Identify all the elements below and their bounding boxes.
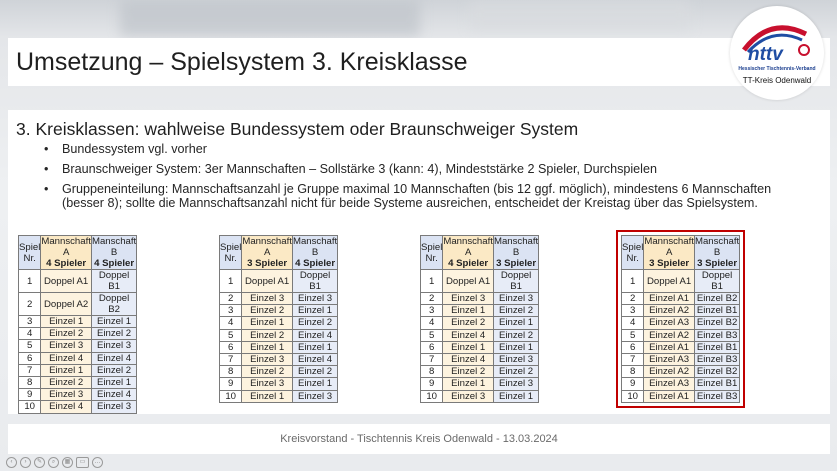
bullet-list <box>44 142 804 216</box>
game-number-cell: 6 <box>421 341 443 353</box>
team-a-cell: Einzel 1 <box>443 305 494 317</box>
team-b-cell: Einzel B1 <box>694 341 739 353</box>
game-number-cell: 2 <box>622 293 644 305</box>
team-a-cell: Einzel 2 <box>242 329 293 341</box>
header-team-b-players: 4 Spieler <box>94 258 135 269</box>
header-team-a-label: Mannschaft A <box>644 236 694 258</box>
team-a-cell: Einzel A2 <box>644 366 695 378</box>
table-header-row <box>622 236 740 270</box>
team-a-cell: Einzel A3 <box>644 353 695 365</box>
header-team-b <box>91 236 136 270</box>
header-team-a-players: 3 Spieler <box>649 258 690 269</box>
header-team-a-label: Mannschaft A <box>242 236 292 258</box>
team-a-cell: Einzel 2 <box>41 328 92 340</box>
more-icon[interactable]: … <box>92 457 103 468</box>
table-row <box>220 329 338 341</box>
team-b-cell: Einzel 2 <box>91 364 136 376</box>
team-a-cell: Doppel A1 <box>644 270 695 293</box>
header-team-b-players: 4 Spieler <box>295 258 336 269</box>
team-a-cell: Einzel 4 <box>443 353 494 365</box>
team-b-cell: Einzel 1 <box>493 390 538 402</box>
game-number-cell: 4 <box>622 317 644 329</box>
team-a-cell: Doppel A1 <box>242 270 293 293</box>
header-team-b-label: Manschaft B <box>292 236 338 258</box>
team-a-cell: Einzel 1 <box>41 316 92 328</box>
team-a-cell: Einzel 1 <box>443 341 494 353</box>
game-number-cell: 10 <box>19 401 41 413</box>
team-b-cell: Einzel 1 <box>292 305 337 317</box>
team-b-cell: Einzel 2 <box>292 366 337 378</box>
table-braunschweig-4v3 <box>420 235 539 403</box>
game-number-cell: 7 <box>19 364 41 376</box>
game-number-cell: 6 <box>622 341 644 353</box>
table-row <box>220 378 338 390</box>
header-team-a <box>644 236 695 270</box>
game-number-cell: 7 <box>421 353 443 365</box>
team-b-cell: Einzel 4 <box>91 389 136 401</box>
game-number-cell: 8 <box>19 376 41 388</box>
team-b-cell: Einzel 3 <box>493 353 538 365</box>
table-row <box>622 270 740 293</box>
table-row <box>622 293 740 305</box>
team-b-cell: Doppel B1 <box>292 270 337 293</box>
table-row <box>421 293 539 305</box>
header-team-a-players: 4 Spieler <box>46 258 87 269</box>
team-b-cell: Doppel B1 <box>493 270 538 293</box>
bullet-item: • Gruppeneinteilung: Mannschaftsanzahl je Gruppe maximal 10 Mannschaften (bis 12 ggf. möglich), mindestens 6 Mannschaften (besser 8); sollte die Mannschaftsanzahl nicht für beide Systeme ausreichen, entscheidet der Kreistag über das Spielsystem. <box>44 182 804 210</box>
lineup-table <box>219 235 338 403</box>
table-row <box>220 341 338 353</box>
hessen-tt-logo-icon <box>740 20 814 64</box>
table-row <box>622 329 740 341</box>
team-a-cell: Einzel 3 <box>443 390 494 402</box>
table-row <box>19 340 137 352</box>
header-game-number-label: Spiel Nr. <box>220 241 242 264</box>
game-number-cell: 5 <box>220 329 242 341</box>
header-team-b <box>493 236 538 270</box>
team-a-cell: Einzel 4 <box>41 352 92 364</box>
team-b-cell: Einzel 1 <box>91 316 136 328</box>
team-b-cell: Einzel 2 <box>493 305 538 317</box>
table-row <box>421 378 539 390</box>
team-a-cell: Einzel A3 <box>644 378 695 390</box>
header-game-number <box>421 236 443 270</box>
team-a-cell: Einzel A1 <box>644 390 695 402</box>
game-number-cell: 5 <box>622 329 644 341</box>
game-number-cell: 5 <box>19 340 41 352</box>
game-number-cell: 2 <box>421 293 443 305</box>
game-number-cell: 1 <box>421 270 443 293</box>
team-a-cell: Einzel 1 <box>242 317 293 329</box>
team-b-cell: Einzel 2 <box>91 328 136 340</box>
team-b-cell: Einzel 1 <box>493 341 538 353</box>
table-row <box>622 341 740 353</box>
table-row <box>19 364 137 376</box>
header-game-number <box>622 236 644 270</box>
team-a-cell: Einzel 3 <box>41 389 92 401</box>
subtitle-icon[interactable]: ▭ <box>76 457 89 468</box>
game-number-cell: 10 <box>622 390 644 402</box>
team-b-cell: Einzel 1 <box>91 376 136 388</box>
table-row <box>19 316 137 328</box>
header-team-b-label: Manschaft B <box>694 236 740 258</box>
team-b-cell: Einzel B3 <box>694 353 739 365</box>
table-header-row <box>220 236 338 270</box>
table-row <box>220 366 338 378</box>
team-a-cell: Einzel 4 <box>41 401 92 413</box>
table-row <box>622 353 740 365</box>
game-number-cell: 2 <box>220 293 242 305</box>
team-a-cell: Einzel 1 <box>242 341 293 353</box>
team-b-cell: Einzel 3 <box>493 378 538 390</box>
bullet-item: • Braunschweiger System: 3er Mannschaften – Sollstärke 3 (kann: 4), Mindeststärke 2 Spieler, Durchspielen <box>44 162 804 176</box>
svg-text:nttv: nttv <box>748 44 783 64</box>
team-a-cell: Einzel 1 <box>242 390 293 402</box>
team-b-cell: Einzel B3 <box>694 329 739 341</box>
table-row <box>220 305 338 317</box>
header-team-b-label: Manschaft B <box>493 236 539 258</box>
team-b-cell: Einzel 3 <box>493 293 538 305</box>
table-row <box>220 270 338 293</box>
team-b-cell: Einzel 2 <box>493 366 538 378</box>
table-row <box>622 305 740 317</box>
table-row <box>19 376 137 388</box>
table-braunschweig-3v3-highlighted <box>621 235 740 403</box>
table-header-row <box>19 236 137 270</box>
team-a-cell: Einzel 2 <box>443 366 494 378</box>
footer-text: Kreisvorstand - Tischtennis Kreis Odenwald - 13.03.2024 <box>280 433 558 445</box>
table-bundessystem-4v4 <box>18 235 137 414</box>
table-row <box>220 317 338 329</box>
table-header-row <box>421 236 539 270</box>
team-a-cell: Doppel A1 <box>443 270 494 293</box>
pen-icon[interactable]: ✎ <box>34 457 45 468</box>
table-row <box>19 328 137 340</box>
game-number-cell: 1 <box>220 270 242 293</box>
header-team-b <box>694 236 739 270</box>
team-a-cell: Einzel 1 <box>443 378 494 390</box>
header-team-a-players: 3 Spieler <box>247 258 288 269</box>
game-number-cell: 9 <box>19 389 41 401</box>
table-row <box>220 390 338 402</box>
slide-title: Umsetzung – Spielsystem 3. Kreisklasse <box>16 48 468 76</box>
team-b-cell: Einzel 3 <box>91 401 136 413</box>
next-icon[interactable]: › <box>20 457 31 468</box>
team-b-cell: Einzel 4 <box>91 352 136 364</box>
team-a-cell: Doppel A2 <box>41 293 92 316</box>
header-team-a-label: Mannschaft A <box>41 236 91 258</box>
team-a-cell: Einzel 4 <box>443 329 494 341</box>
background-blur <box>470 0 690 30</box>
game-number-cell: 5 <box>421 329 443 341</box>
table-row <box>19 401 137 413</box>
header-game-number-label: Spiel Nr. <box>622 241 644 264</box>
table-row <box>421 317 539 329</box>
team-b-cell: Einzel 1 <box>292 378 337 390</box>
lineup-table <box>420 235 539 403</box>
team-a-cell: Einzel 2 <box>443 317 494 329</box>
table-row <box>622 378 740 390</box>
team-b-cell: Einzel 3 <box>292 390 337 402</box>
game-number-cell: 7 <box>622 353 644 365</box>
team-a-cell: Einzel A2 <box>644 305 695 317</box>
team-a-cell: Einzel 2 <box>242 305 293 317</box>
table-row <box>421 353 539 365</box>
section-heading: 3. Kreisklassen: wahlweise Bundessystem oder Braunschweiger System <box>16 119 579 139</box>
header-game-number <box>220 236 242 270</box>
game-number-cell: 4 <box>421 317 443 329</box>
game-number-cell: 9 <box>220 378 242 390</box>
lineup-table <box>18 235 137 414</box>
team-b-cell: Einzel B1 <box>694 378 739 390</box>
game-number-cell: 10 <box>421 390 443 402</box>
team-a-cell: Einzel 1 <box>41 364 92 376</box>
background-blur <box>120 0 420 36</box>
game-number-cell: 1 <box>622 270 644 293</box>
team-b-cell: Einzel 2 <box>493 329 538 341</box>
team-b-cell: Einzel 2 <box>292 317 337 329</box>
game-number-cell: 8 <box>622 366 644 378</box>
game-number-cell: 3 <box>220 305 242 317</box>
table-row <box>622 317 740 329</box>
table-row <box>421 329 539 341</box>
team-b-cell: Doppel B2 <box>91 293 136 316</box>
table-row <box>421 270 539 293</box>
team-a-cell: Einzel A1 <box>644 341 695 353</box>
game-number-cell: 8 <box>220 366 242 378</box>
game-number-cell: 2 <box>19 293 41 316</box>
game-number-cell: 8 <box>421 366 443 378</box>
lineup-table <box>621 235 740 403</box>
header-team-a <box>242 236 293 270</box>
game-number-cell: 9 <box>622 378 644 390</box>
game-number-cell: 4 <box>220 317 242 329</box>
team-b-cell: Doppel B1 <box>694 270 739 293</box>
game-number-cell: 3 <box>19 316 41 328</box>
header-team-a-players: 4 Spieler <box>448 258 489 269</box>
team-b-cell: Einzel 3 <box>292 293 337 305</box>
table-row <box>220 353 338 365</box>
team-b-cell: Einzel 4 <box>292 353 337 365</box>
logo-subtitle: Hessischer Tischtennis-Verband <box>738 66 816 72</box>
table-row <box>622 366 740 378</box>
team-a-cell: Einzel 3 <box>242 353 293 365</box>
zoom-icon[interactable]: ⌕ <box>48 457 59 468</box>
team-b-cell: Einzel 1 <box>292 341 337 353</box>
header-team-b <box>292 236 337 270</box>
table-row <box>421 305 539 317</box>
team-b-cell: Einzel 3 <box>91 340 136 352</box>
table-row <box>622 390 740 402</box>
team-a-cell: Einzel 3 <box>242 293 293 305</box>
game-number-cell: 7 <box>220 353 242 365</box>
team-a-cell: Einzel 2 <box>41 376 92 388</box>
previous-icon[interactable]: ‹ <box>6 457 17 468</box>
team-a-cell: Einzel A1 <box>644 293 695 305</box>
team-b-cell: Einzel B2 <box>694 317 739 329</box>
table-row <box>19 389 137 401</box>
team-a-cell: Einzel A2 <box>644 329 695 341</box>
footer <box>8 424 830 454</box>
team-a-cell: Einzel 3 <box>443 293 494 305</box>
header-team-b-players: 3 Spieler <box>697 258 738 269</box>
team-b-cell: Einzel 1 <box>493 317 538 329</box>
team-b-cell: Einzel B2 <box>694 366 739 378</box>
header-team-a-label: Mannschaft A <box>443 236 493 258</box>
presentation-controls[interactable] <box>6 457 103 469</box>
table-row <box>421 390 539 402</box>
bullet-item: • Bundessystem vgl. vorher <box>44 142 804 156</box>
game-number-cell: 3 <box>622 305 644 317</box>
game-number-cell: 3 <box>421 305 443 317</box>
team-b-cell: Einzel 4 <box>292 329 337 341</box>
table-row <box>220 293 338 305</box>
header-game-number-label: Spiel Nr. <box>421 241 443 264</box>
game-number-cell: 6 <box>220 341 242 353</box>
game-number-cell: 1 <box>19 270 41 293</box>
team-a-cell: Einzel 3 <box>242 378 293 390</box>
game-number-cell: 10 <box>220 390 242 402</box>
game-number-cell: 4 <box>19 328 41 340</box>
team-b-cell: Doppel B1 <box>91 270 136 293</box>
table-row <box>19 293 137 316</box>
game-number-cell: 6 <box>19 352 41 364</box>
team-a-cell: Einzel 3 <box>41 340 92 352</box>
header-team-a <box>443 236 494 270</box>
logo-district: TT-Kreis Odenwald <box>742 76 812 85</box>
team-b-cell: Einzel B3 <box>694 390 739 402</box>
header-game-number <box>19 236 41 270</box>
table-row <box>19 352 137 364</box>
title-bar <box>8 38 830 86</box>
logo <box>730 6 824 100</box>
table-row <box>421 366 539 378</box>
game-number-cell: 9 <box>421 378 443 390</box>
slide-content <box>8 110 830 414</box>
header-game-number-label: Spiel Nr. <box>19 241 41 264</box>
table-row <box>19 270 137 293</box>
slides-icon[interactable]: ▦ <box>62 457 73 468</box>
team-a-cell: Einzel 2 <box>242 366 293 378</box>
table-braunschweig-3v4 <box>219 235 338 403</box>
table-row <box>421 341 539 353</box>
team-a-cell: Einzel A3 <box>644 317 695 329</box>
team-b-cell: Einzel B2 <box>694 293 739 305</box>
team-a-cell: Doppel A1 <box>41 270 92 293</box>
header-team-b-players: 3 Spieler <box>496 258 537 269</box>
header-team-a <box>41 236 92 270</box>
team-b-cell: Einzel B1 <box>694 305 739 317</box>
header-team-b-label: Manschaft B <box>91 236 137 258</box>
